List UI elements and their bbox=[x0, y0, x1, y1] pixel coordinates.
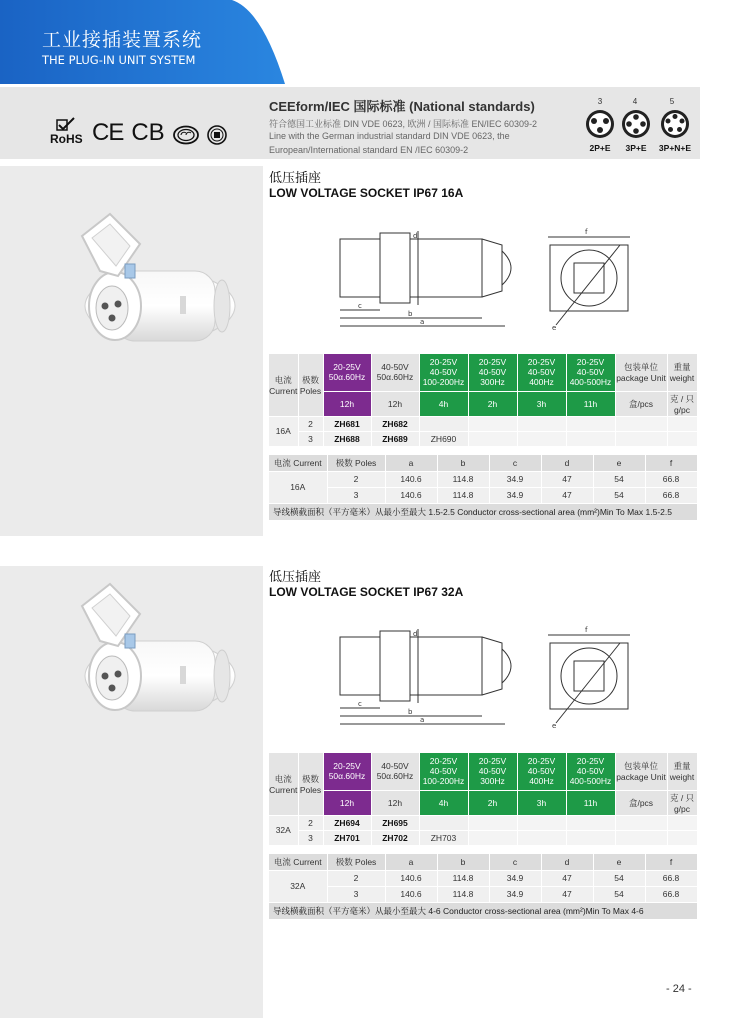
hours-2: 12h bbox=[371, 391, 419, 416]
product-code: ZH701 bbox=[323, 830, 371, 845]
header-voltage-4: 20-25V 40-50V 300Hz bbox=[468, 354, 517, 391]
dim-label-a: a bbox=[420, 716, 425, 724]
ccc-icon bbox=[173, 125, 199, 145]
dim-cell: 66.8 bbox=[645, 471, 697, 487]
conductor-note-32a: 导线横截面积（平方毫米）从最小至最大 4-6 Conductor cross-sectional area (mm²)Min To Max 4-6 bbox=[269, 903, 697, 919]
page-number: - 24 - bbox=[666, 983, 692, 995]
table-row bbox=[269, 431, 697, 446]
header-voltage-6: 20-25V 40-50V 400-500Hz bbox=[566, 354, 615, 391]
spec-current: 16A bbox=[269, 416, 298, 446]
table-row bbox=[269, 471, 697, 487]
dim-cell: 47 bbox=[541, 471, 593, 487]
conductor-note-16a: 导线横截面积（平方毫米）从最小至最大 1.5-2.5 Conductor cross-sectional area (mm²)Min To Max 1.5-2.5 bbox=[269, 504, 697, 520]
header-weight: 重量 weight bbox=[667, 354, 697, 391]
section-title-en-32a: LOW VOLTAGE SOCKET IP67 32A bbox=[269, 585, 464, 599]
dim-cell: 34.9 bbox=[489, 471, 541, 487]
standards-title: CEEform/IEC 国际标准 (National standards) bbox=[269, 99, 535, 114]
dim-cell: 47 bbox=[541, 870, 593, 886]
dim-cell: 54 bbox=[593, 870, 645, 886]
product-code bbox=[419, 416, 468, 431]
dim-label-f: f bbox=[585, 626, 588, 634]
section-title-cn-16a: 低压插座 bbox=[269, 171, 322, 186]
dim-cell: 140.6 bbox=[385, 487, 437, 503]
socket-product-photo-32a bbox=[0, 566, 263, 726]
pin-layout-4p-icon bbox=[622, 110, 650, 138]
hours-5: 3h bbox=[517, 391, 566, 416]
pin-count-4: 4 bbox=[632, 97, 638, 106]
header-voltage-3: 20-25V 40-50V 100-200Hz bbox=[419, 753, 468, 790]
dim-cell: 34.9 bbox=[489, 870, 541, 886]
hours-5: 3h bbox=[517, 790, 566, 815]
dim-label-f: f bbox=[585, 228, 588, 236]
table-row bbox=[269, 416, 697, 431]
header-current: 电流 Current bbox=[269, 354, 298, 416]
pin-count-5: 5 bbox=[669, 97, 675, 106]
dim-cell: 47 bbox=[541, 886, 593, 902]
header-voltage-1: 20-25V 50α.60Hz bbox=[323, 354, 371, 391]
product-code bbox=[419, 815, 468, 830]
cb-mark: CB bbox=[131, 119, 165, 146]
dim-label-d: d bbox=[413, 232, 418, 240]
dimension-table-32a bbox=[269, 854, 698, 903]
product-code: ZH702 bbox=[371, 830, 419, 845]
dim-header: 电流 Current bbox=[269, 854, 327, 870]
dimension-drawing-32a bbox=[330, 623, 630, 733]
product-code: ZH688 bbox=[323, 431, 371, 446]
dimension-drawing-16a bbox=[330, 225, 630, 335]
header-poles: 极数 Poles bbox=[298, 753, 323, 815]
pack-unit: 盒/pcs bbox=[615, 391, 667, 416]
dim-cell: 54 bbox=[593, 886, 645, 902]
dimension-table-16a bbox=[269, 455, 698, 504]
product-image-panel-16a bbox=[0, 166, 263, 536]
spec-poles: 2 bbox=[298, 416, 323, 431]
dim-cell: 66.8 bbox=[645, 870, 697, 886]
dim-label-c: c bbox=[358, 302, 362, 310]
spec-current: 32A bbox=[269, 815, 298, 845]
hours-6: 11h bbox=[566, 391, 615, 416]
dim-label-a: a bbox=[420, 318, 425, 326]
spec-poles: 2 bbox=[298, 815, 323, 830]
hours-4: 2h bbox=[468, 790, 517, 815]
dim-header: b bbox=[437, 854, 489, 870]
spec-table-16a bbox=[269, 354, 698, 447]
table-row bbox=[269, 830, 697, 845]
dim-header: d bbox=[541, 455, 593, 471]
dim-cell: 2 bbox=[327, 471, 385, 487]
pin-layout-icons bbox=[586, 107, 698, 141]
hours-1: 12h bbox=[323, 391, 371, 416]
header-voltage-5: 20-25V 40-50V 400Hz bbox=[517, 354, 566, 391]
dim-header: a bbox=[385, 455, 437, 471]
dim-cell: 66.8 bbox=[645, 886, 697, 902]
section-title-cn-32a: 低压插座 bbox=[269, 570, 322, 585]
dim-cell: 2 bbox=[327, 870, 385, 886]
dim-header: a bbox=[385, 854, 437, 870]
dim-label-e: e bbox=[552, 324, 557, 332]
product-code: ZH703 bbox=[419, 830, 468, 845]
dim-cell: 114.8 bbox=[437, 870, 489, 886]
cert-logos bbox=[50, 117, 227, 145]
pin-label-3p-n-e: 3P+N+E bbox=[658, 143, 692, 153]
dim-label-b: b bbox=[408, 310, 413, 318]
dim-cell: 3 bbox=[327, 886, 385, 902]
section-title-en-16a: LOW VOLTAGE SOCKET IP67 16A bbox=[269, 186, 464, 200]
dim-cell: 140.6 bbox=[385, 471, 437, 487]
header-voltage-2: 40-50V 50α.60Hz bbox=[371, 753, 419, 790]
dim-label-c: c bbox=[358, 700, 362, 708]
dim-header: c bbox=[489, 854, 541, 870]
header-weight: 重量 weight bbox=[667, 753, 697, 790]
header-package: 包装单位 package Unit bbox=[615, 354, 667, 391]
spec-poles: 3 bbox=[298, 830, 323, 845]
hours-1: 12h bbox=[323, 790, 371, 815]
product-code: ZH689 bbox=[371, 431, 419, 446]
table-row bbox=[269, 870, 697, 886]
hours-4: 2h bbox=[468, 391, 517, 416]
spec-table-32a bbox=[269, 753, 698, 846]
pack-unit: 盒/pcs bbox=[615, 790, 667, 815]
dim-header: e bbox=[593, 455, 645, 471]
dim-cell: 66.8 bbox=[645, 487, 697, 503]
socket-product-photo-16a bbox=[0, 166, 263, 536]
rohs-logo bbox=[50, 117, 84, 145]
dim-cell: 54 bbox=[593, 487, 645, 503]
hours-2: 12h bbox=[371, 790, 419, 815]
dim-header: d bbox=[541, 854, 593, 870]
header-voltage-6: 20-25V 40-50V 400-500Hz bbox=[566, 753, 615, 790]
header-title-en: THE PLUG-IN UNIT SYSTEM bbox=[42, 53, 196, 67]
dim-label-d: d bbox=[413, 630, 418, 638]
dim-cell: 54 bbox=[593, 471, 645, 487]
table-row bbox=[269, 886, 697, 902]
dim-cell: 47 bbox=[541, 487, 593, 503]
pin-label-2p-e: 2P+E bbox=[589, 143, 611, 153]
dim-cell: 114.8 bbox=[437, 471, 489, 487]
standards-line-3: European/International standard EN /IEC 60309-2 bbox=[269, 145, 469, 155]
dim-header: e bbox=[593, 854, 645, 870]
standards-line-1: 符合德国工业标准 DIN VDE 0623, 欧洲 / 国际标准 EN/IEC 60309-2 bbox=[269, 119, 538, 129]
pin-count-3: 3 bbox=[597, 97, 603, 106]
product-code: ZH695 bbox=[371, 815, 419, 830]
header-voltage-2: 40-50V 50α.60Hz bbox=[371, 354, 419, 391]
header-package: 包装单位 package Unit bbox=[615, 753, 667, 790]
table-row bbox=[269, 815, 697, 830]
header-voltage-5: 20-25V 40-50V 400Hz bbox=[517, 753, 566, 790]
spec-poles: 3 bbox=[298, 431, 323, 446]
hours-3: 4h bbox=[419, 790, 468, 815]
rohs-text: RoHS bbox=[50, 132, 83, 146]
dim-label-e: e bbox=[552, 722, 557, 730]
certification-seal-icon bbox=[207, 125, 227, 145]
pin-layout-5p-icon bbox=[661, 110, 689, 138]
dim-cell: 114.8 bbox=[437, 886, 489, 902]
rohs-check-icon bbox=[56, 117, 76, 131]
product-image-panel-32a bbox=[0, 566, 263, 1018]
header-title-cn: 工业接插装置系统 bbox=[42, 29, 203, 51]
header-voltage-4: 20-25V 40-50V 300Hz bbox=[468, 753, 517, 790]
weight-unit: 克 / 只 g/pc bbox=[667, 391, 697, 416]
product-code: ZH690 bbox=[419, 431, 468, 446]
dim-header: f bbox=[645, 854, 697, 870]
dim-label-b: b bbox=[408, 708, 413, 716]
dim-current: 16A bbox=[269, 471, 327, 503]
weight-unit: 克 / 只 g/pc bbox=[667, 790, 697, 815]
dim-header: b bbox=[437, 455, 489, 471]
dim-header: 电流 Current bbox=[269, 455, 327, 471]
hours-6: 11h bbox=[566, 790, 615, 815]
dim-current: 32A bbox=[269, 870, 327, 902]
dim-cell: 34.9 bbox=[489, 487, 541, 503]
dim-cell: 140.6 bbox=[385, 886, 437, 902]
header-current: 电流 Current bbox=[269, 753, 298, 815]
pin-label-3p-e: 3P+E bbox=[625, 143, 647, 153]
header-voltage-1: 20-25V 50α.60Hz bbox=[323, 753, 371, 790]
product-code: ZH694 bbox=[323, 815, 371, 830]
dim-cell: 140.6 bbox=[385, 870, 437, 886]
dim-header: 极数 Poles bbox=[327, 455, 385, 471]
header-poles: 极数 Poles bbox=[298, 354, 323, 416]
dim-cell: 3 bbox=[327, 487, 385, 503]
dim-header: 极数 Poles bbox=[327, 854, 385, 870]
hours-3: 4h bbox=[419, 391, 468, 416]
table-row bbox=[269, 487, 697, 503]
pin-layout-3p-icon bbox=[586, 110, 614, 138]
dim-cell: 34.9 bbox=[489, 886, 541, 902]
page-header bbox=[0, 0, 750, 84]
dim-header: f bbox=[645, 455, 697, 471]
header-voltage-3: 20-25V 40-50V 100-200Hz bbox=[419, 354, 468, 391]
standards-line-2: Line with the German industrial standard DIN VDE 0623, the bbox=[269, 131, 510, 141]
dim-cell: 114.8 bbox=[437, 487, 489, 503]
product-code: ZH681 bbox=[323, 416, 371, 431]
dim-header: c bbox=[489, 455, 541, 471]
product-code: ZH682 bbox=[371, 416, 419, 431]
ce-mark: CE bbox=[92, 119, 124, 146]
